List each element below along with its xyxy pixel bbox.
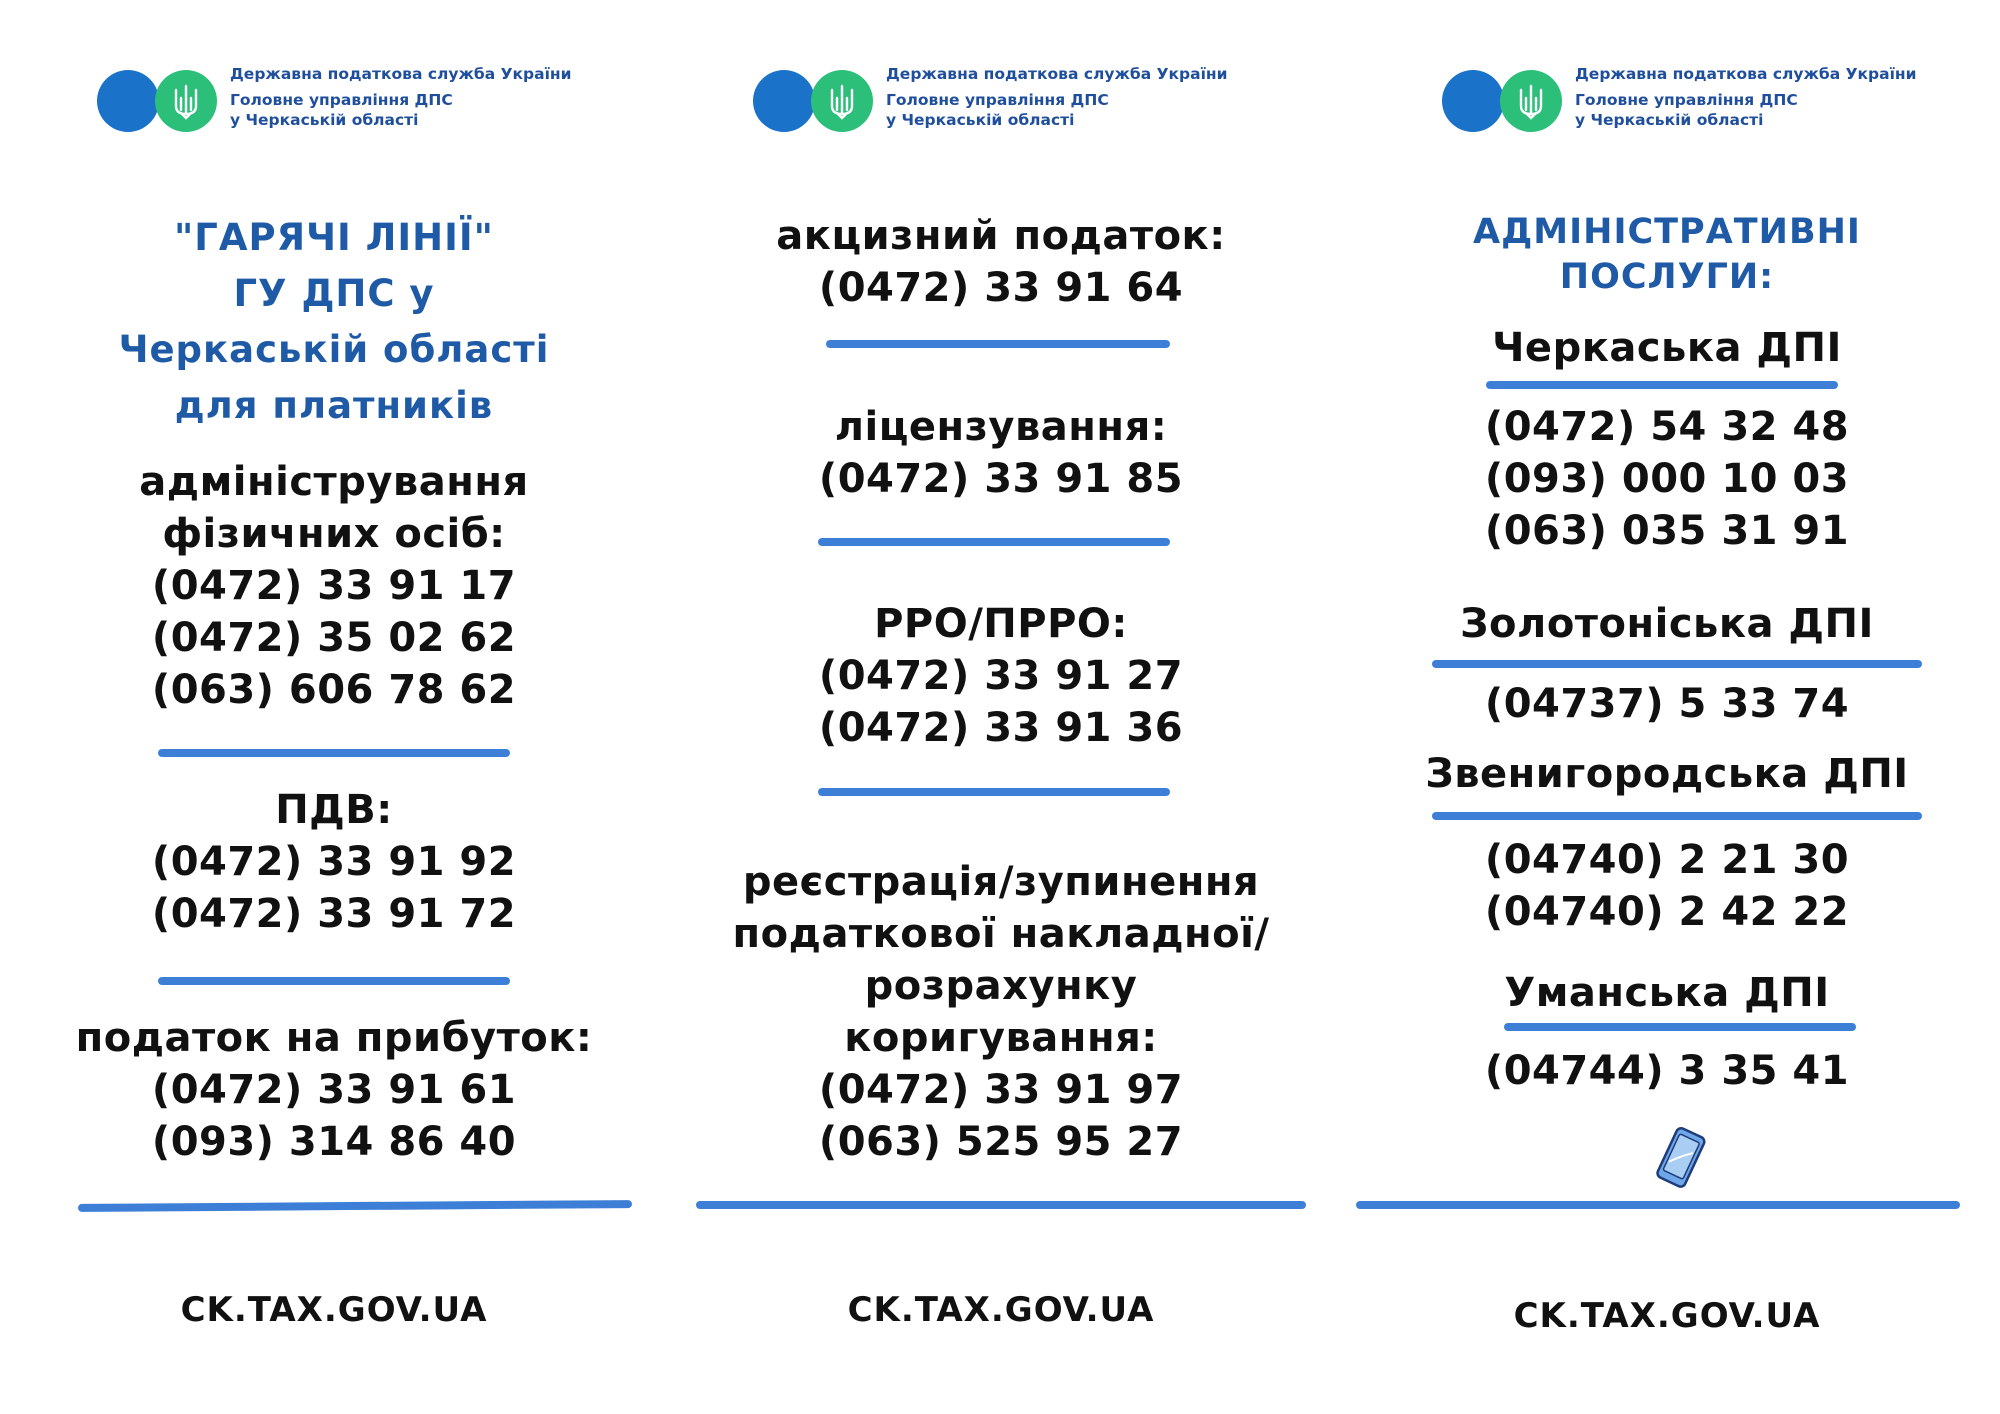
phone-number: (0472) 33 91 61 bbox=[151, 1067, 517, 1113]
divider bbox=[158, 977, 510, 985]
section-label: фізичних осіб: bbox=[162, 511, 506, 557]
office-phones bbox=[1334, 834, 2000, 938]
phone-number: (0472) 33 91 85 bbox=[818, 456, 1184, 502]
phone-number: (0472) 33 91 97 bbox=[818, 1067, 1184, 1113]
section-label: коригування: bbox=[844, 1015, 1158, 1061]
divider bbox=[818, 788, 1170, 796]
phone-number: (0472) 35 02 62 bbox=[151, 615, 517, 661]
logo-blue-circle bbox=[753, 70, 815, 132]
section-licensing bbox=[668, 401, 1334, 505]
divider bbox=[696, 1201, 1306, 1209]
phone-number: (093) 000 10 03 bbox=[1484, 456, 1850, 502]
website-link[interactable]: CK.TAX.GOV.UA bbox=[1513, 1296, 1821, 1336]
logo-green-circle bbox=[811, 70, 873, 132]
title-line: для платників bbox=[174, 384, 494, 427]
divider bbox=[1432, 660, 1922, 668]
admin-services-title bbox=[1334, 210, 2000, 300]
phone-number: (0472) 33 91 72 bbox=[151, 891, 517, 937]
logo-line-2: Головне управління ДПС bbox=[230, 91, 453, 109]
phone-number: (063) 606 78 62 bbox=[151, 667, 517, 713]
phone-number: (0472) 33 91 27 bbox=[818, 653, 1184, 699]
logo-line-3: у Черкаській області bbox=[886, 111, 1075, 129]
phone-number: (04740) 2 42 22 bbox=[1484, 889, 1850, 935]
website-link[interactable]: CK.TAX.GOV.UA bbox=[847, 1290, 1155, 1330]
phone-number: (0472) 33 91 36 bbox=[818, 705, 1184, 751]
phone-number: (04744) 3 35 41 bbox=[1484, 1048, 1850, 1094]
divider bbox=[1432, 812, 1922, 820]
office-name: Золотоніська ДПІ bbox=[1460, 601, 1874, 647]
trident-icon bbox=[828, 84, 856, 120]
phone-number: (0472) 33 91 64 bbox=[818, 265, 1184, 311]
section-profit-tax bbox=[0, 1012, 668, 1168]
divider bbox=[826, 340, 1170, 348]
logo-green-circle bbox=[1500, 70, 1562, 132]
office-phones bbox=[1334, 1045, 2000, 1097]
panel-hotlines bbox=[0, 0, 668, 1414]
logo-line-1: Державна податкова служба України bbox=[886, 65, 1228, 83]
smartphone-icon bbox=[1642, 1126, 1718, 1188]
phone-number: (04737) 5 33 74 bbox=[1484, 681, 1850, 727]
section-label: податок на прибуток: bbox=[75, 1015, 593, 1061]
logo-text bbox=[230, 64, 571, 130]
section-label: акцизний податок: bbox=[776, 213, 1226, 259]
panel-tax-lines bbox=[668, 0, 1334, 1414]
section-individuals bbox=[0, 456, 668, 716]
section-label: ПДВ: bbox=[275, 787, 393, 833]
logo-text bbox=[1575, 64, 1916, 130]
section-label: ліцензування: bbox=[834, 404, 1168, 450]
trident-icon bbox=[1517, 84, 1545, 120]
logo-line-2: Головне управління ДПС bbox=[1575, 91, 1798, 109]
phone-number: (0472) 33 91 92 bbox=[151, 839, 517, 885]
section-label: РРО/ПРРО: bbox=[874, 601, 1128, 647]
phone-number: (0472) 33 91 17 bbox=[151, 563, 517, 609]
hotlines-title bbox=[0, 210, 668, 434]
section-label: адміністрування bbox=[139, 459, 529, 505]
office-phones bbox=[1334, 678, 2000, 730]
office-name: Уманська ДПІ bbox=[1504, 970, 1830, 1016]
title-line: АДМІНІСТРАТИВНІ bbox=[1473, 212, 1861, 252]
divider bbox=[78, 1200, 632, 1212]
title-line: ПОСЛУГИ: bbox=[1559, 257, 1775, 297]
logo-line-2: Головне управління ДПС bbox=[886, 91, 1109, 109]
trident-icon bbox=[172, 84, 200, 120]
divider bbox=[1504, 1023, 1856, 1031]
website-link[interactable]: CK.TAX.GOV.UA bbox=[180, 1290, 488, 1330]
office-phones bbox=[1334, 401, 2000, 557]
title-line: Черкаській області bbox=[118, 328, 550, 371]
title-line: "ГАРЯЧІ ЛІНІЇ" bbox=[174, 216, 494, 259]
office-name: Черкаська ДПІ bbox=[1492, 325, 1842, 371]
logo-blue-circle bbox=[97, 70, 159, 132]
phone-number: (063) 035 31 91 bbox=[1484, 508, 1850, 554]
section-invoice-registration bbox=[668, 856, 1334, 1168]
logo-line-3: у Черкаській області bbox=[230, 111, 419, 129]
section-vat bbox=[0, 784, 668, 940]
phone-number: (0472) 54 32 48 bbox=[1484, 404, 1850, 450]
section-label: податкової накладної/ bbox=[732, 911, 1270, 957]
logo-line-1: Державна податкова служба України bbox=[1575, 65, 1917, 83]
section-excise bbox=[668, 210, 1334, 314]
office-name: Звенигородська ДПІ bbox=[1425, 751, 1909, 797]
title-line: ГУ ДПС у bbox=[233, 272, 435, 315]
section-label: реєстрація/зупинення bbox=[742, 859, 1260, 905]
phone-number: (04740) 2 21 30 bbox=[1484, 837, 1850, 883]
section-rro bbox=[668, 598, 1334, 754]
divider bbox=[1356, 1201, 1960, 1209]
phone-number: (093) 314 86 40 bbox=[151, 1119, 517, 1165]
logo-blue-circle bbox=[1442, 70, 1504, 132]
section-label: розрахунку bbox=[864, 963, 1138, 1009]
divider bbox=[818, 538, 1170, 546]
logo-line-3: у Черкаській області bbox=[1575, 111, 1764, 129]
divider bbox=[158, 749, 510, 757]
logo-green-circle bbox=[155, 70, 217, 132]
logo-line-1: Державна податкова служба України bbox=[230, 65, 572, 83]
logo-text bbox=[886, 64, 1227, 130]
divider bbox=[1486, 381, 1838, 389]
phone-number: (063) 525 95 27 bbox=[818, 1119, 1184, 1165]
panel-admin-services bbox=[1334, 0, 2000, 1414]
